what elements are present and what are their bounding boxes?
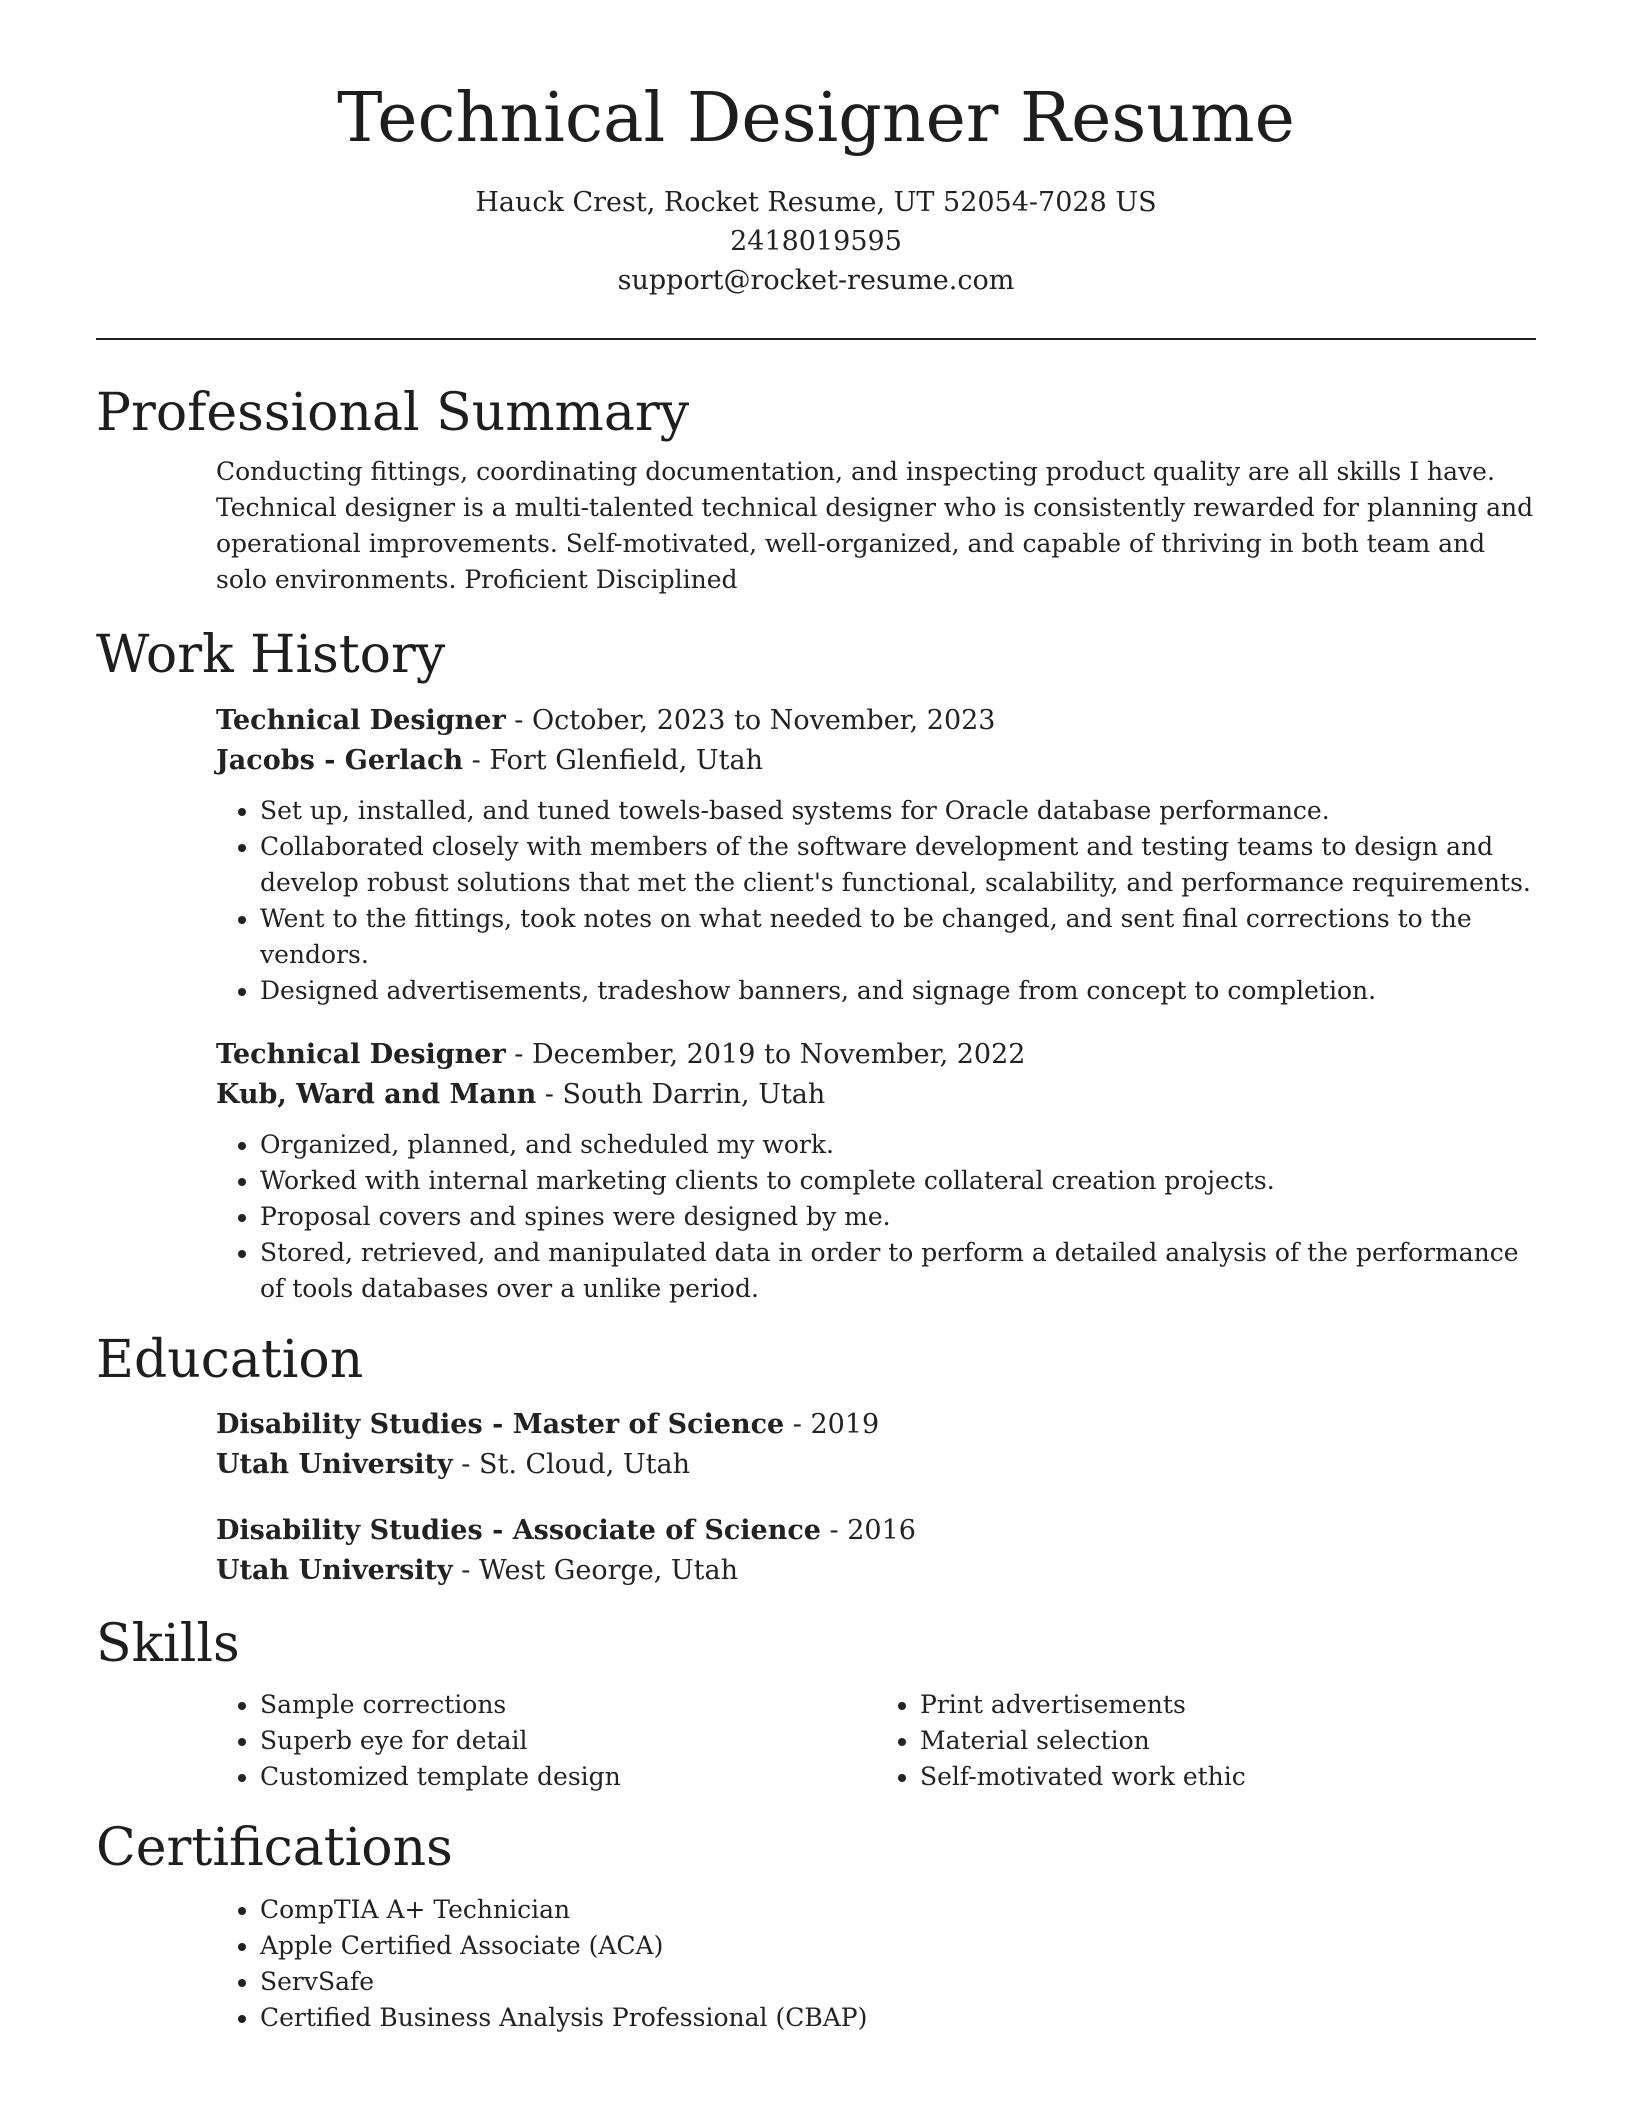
skill-item: • Print advertisements	[920, 1687, 1536, 1723]
education-school: Utah University	[216, 1554, 453, 1586]
job-location: - Fort Glenfield, Utah	[463, 744, 763, 776]
skills-column-right	[876, 1687, 1536, 1795]
job-title: Technical Designer	[216, 1038, 506, 1070]
education-location: - St. Cloud, Utah	[452, 1448, 690, 1480]
education-year: - 2019	[784, 1408, 880, 1440]
resume-title: Technical Designer Resume	[337, 79, 1295, 158]
certification-item: • CompTIA A+ Technician	[260, 1892, 1536, 1928]
education-school: Utah University	[216, 1448, 453, 1480]
education-year: - 2016	[820, 1514, 916, 1546]
job-location: - South Darrin, Utah	[536, 1078, 826, 1110]
education-location: - West George, Utah	[452, 1554, 739, 1586]
skills-section	[96, 1613, 1536, 1795]
certifications-list	[216, 1892, 1536, 2036]
job-bullet: • Worked with internal marketing clients to complete collateral creation projects.	[260, 1163, 1536, 1199]
job-bullet: • Went to the fittings, took notes on what needed to be changed, and sent final corrections to the vendors.	[260, 901, 1536, 973]
job-entry	[216, 1035, 1536, 1307]
job-bullet: • Set up, installed, and tuned towels-based systems for Oracle database performance.	[260, 793, 1536, 829]
job-bullet: • Proposal covers and spines were designed by me.	[260, 1199, 1536, 1235]
job-company: Kub, Ward and Mann	[216, 1078, 537, 1110]
skill-item: • Sample corrections	[260, 1687, 876, 1723]
contact-email: support@rocket-resume.com	[617, 264, 1015, 296]
work-history-heading: Work History	[96, 625, 446, 686]
education-degree: Disability Studies - Master of Science	[216, 1408, 785, 1440]
skill-item: • Customized template design	[260, 1759, 876, 1795]
skill-item: • Material selection	[920, 1723, 1536, 1759]
certification-item: • ServSafe	[260, 1964, 1536, 2000]
summary-section	[96, 382, 1536, 598]
education-entry	[216, 1405, 1536, 1485]
job-title: Technical Designer	[216, 704, 506, 736]
education-heading: Education	[96, 1329, 364, 1390]
job-dates: - October, 2023 to November, 2023	[505, 704, 996, 736]
resume-header	[96, 0, 1536, 300]
work-history-section	[96, 624, 1536, 1306]
certification-item: • Certified Business Analysis Professional (CBAP)	[260, 2000, 1536, 2036]
contact-address: Hauck Crest, Rocket Resume, UT 52054-7028 US	[475, 186, 1157, 218]
skills-heading: Skills	[96, 1613, 240, 1674]
education-section	[96, 1329, 1536, 1591]
skill-item: • Superb eye for detail	[260, 1723, 876, 1759]
job-bullet: • Designed advertisements, tradeshow banners, and signage from concept to completion.	[260, 973, 1536, 1009]
job-bullets	[216, 1127, 1536, 1307]
header-divider	[96, 338, 1536, 340]
skills-column-left	[216, 1687, 876, 1795]
certification-item: • Apple Certified Associate (ACA)	[260, 1928, 1536, 1964]
skills-grid	[216, 1687, 1536, 1795]
education-entry	[216, 1511, 1536, 1591]
job-bullet: • Stored, retrieved, and manipulated data in order to perform a detailed analysis of the performance of tools databases over a unlike period.	[260, 1235, 1536, 1307]
certifications-heading: Certifications	[96, 1818, 453, 1879]
certifications-section	[96, 1817, 1536, 2035]
summary-heading: Professional Summary	[96, 382, 690, 443]
job-bullet: • Organized, planned, and scheduled my work.	[260, 1127, 1536, 1163]
job-entry	[216, 701, 1536, 1009]
contact-phone: 2418019595	[730, 225, 902, 257]
education-degree: Disability Studies - Associate of Science	[216, 1514, 821, 1546]
job-dates: - December, 2019 to November, 2022	[505, 1038, 1026, 1070]
skill-item: • Self-motivated work ethic	[920, 1759, 1536, 1795]
job-company: Jacobs - Gerlach	[216, 744, 464, 776]
job-bullets	[216, 793, 1536, 1009]
job-bullet: • Collaborated closely with members of the software development and testing teams to design and develop robust solutions that met the client's functional, scalability, and performance requirements.	[260, 829, 1536, 901]
summary-text: Conducting fittings, coordinating documentation, and inspecting product quality are all skills I have. Technical designer is a multi-talented technical designer who is consistently rewarded for planning and operational improvements. Self-motivated, well-organized, and capable of thriving in both team and solo environments. Proficient Disciplined	[216, 457, 1534, 595]
